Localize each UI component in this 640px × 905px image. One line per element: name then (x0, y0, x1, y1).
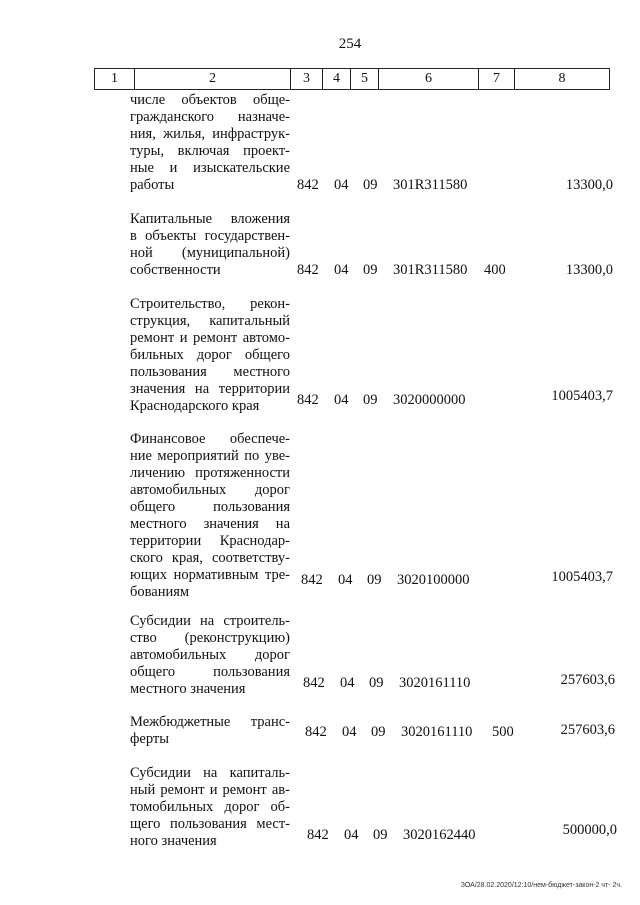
header-col-3: 3 (290, 69, 322, 89)
description-line: ского края, соответству- (130, 550, 290, 566)
header-col-5: 5 (350, 69, 378, 89)
description-line: бованиям (130, 584, 190, 600)
description-line: числе объектов обще- (130, 92, 290, 108)
row-code-c5: 09 (363, 262, 378, 278)
description-line: ный ремонт и ремонт ав- (130, 782, 290, 798)
row-code-c4: 04 (334, 177, 349, 193)
description-line: значения на территории (130, 381, 290, 397)
description-line: ние мероприятий по уве- (130, 448, 290, 464)
description-line: щего пользования мест- (130, 816, 290, 832)
description-line: Субсидии на капиталь- (130, 765, 290, 781)
description-line: местного значения (130, 681, 246, 697)
row-code-c3: 842 (297, 177, 319, 193)
description-line: собственности (130, 262, 221, 278)
description-line: общего пользования (130, 499, 290, 515)
header-col-4: 4 (322, 69, 350, 89)
row-amount: 1005403,7 (551, 569, 613, 585)
description-line: ферты (130, 731, 169, 747)
row-target-code: 3020100000 (397, 572, 470, 588)
table-row-description (130, 296, 290, 415)
row-code-c3: 842 (297, 262, 319, 278)
row-code-c4: 04 (338, 572, 353, 588)
description-line: Финансовое обеспече- (130, 431, 290, 447)
description-line: бильных дорог общего (130, 347, 290, 363)
row-target-code: 3020162440 (403, 827, 476, 843)
row-code-c4: 04 (340, 675, 355, 691)
footer-file-stamp: ЗОА/28.02.2020/12:10/нем-бюджет-закон-2 чт- 2ч. (460, 882, 622, 889)
description-line: струкция, капитальный (130, 313, 290, 329)
header-col-1: 1 (94, 69, 134, 89)
row-expense-type: 500 (492, 724, 514, 740)
row-amount: 257603,6 (560, 722, 615, 738)
row-amount: 1005403,7 (551, 388, 613, 404)
header-col-2: 2 (134, 69, 290, 89)
table-row-description (130, 765, 290, 850)
row-expense-type: 400 (484, 262, 506, 278)
table-row-description (130, 92, 290, 194)
description-line: общего пользования (130, 664, 290, 680)
description-line: пользования местного (130, 364, 290, 380)
row-code-c4: 04 (334, 392, 349, 408)
description-line: Субсидии на строитель- (130, 613, 290, 629)
description-line: ной (муниципальной) (130, 245, 290, 261)
table-row-description (130, 714, 290, 748)
row-amount: 13300,0 (565, 177, 613, 193)
description-line: Межбюджетные транс- (130, 714, 290, 730)
row-amount: 257603,6 (560, 672, 615, 688)
table-header-row (94, 68, 610, 90)
description-line: автомобильных дорог (130, 482, 290, 498)
description-line: томобильных дорог об- (130, 799, 290, 815)
row-code-c3: 842 (301, 572, 323, 588)
header-col-8: 8 (514, 69, 610, 89)
row-code-c5: 09 (367, 572, 382, 588)
header-col-6: 6 (378, 69, 478, 89)
description-line: ные и изыскательские (130, 160, 290, 176)
row-amount: 500000,0 (562, 822, 617, 838)
description-line: ство (реконструкцию) (130, 630, 290, 646)
row-target-code: 301R311580 (393, 262, 468, 278)
row-code-c3: 842 (303, 675, 325, 691)
row-code-c4: 04 (344, 827, 359, 843)
description-line: ного значения (130, 833, 217, 849)
table-row-description (130, 431, 290, 601)
header-col-7: 7 (478, 69, 514, 89)
row-code-c5: 09 (369, 675, 384, 691)
description-line: ния, жилья, инфраструк- (130, 126, 290, 142)
description-line: работы (130, 177, 175, 193)
description-line: Строительство, рекон- (130, 296, 290, 312)
row-code-c3: 842 (297, 392, 319, 408)
description-line: ремонт и ремонт автомо- (130, 330, 290, 346)
table-row-description (130, 211, 290, 279)
description-line: гражданского назначе- (130, 109, 290, 125)
row-amount: 13300,0 (565, 262, 613, 278)
description-line: туры, включая проект- (130, 143, 290, 159)
row-code-c4: 04 (334, 262, 349, 278)
row-code-c4: 04 (342, 724, 357, 740)
description-line: автомобильных дорог (130, 647, 290, 663)
description-line: местного значения на (130, 516, 290, 532)
row-code-c5: 09 (371, 724, 386, 740)
description-line: Краснодарского края (130, 398, 260, 414)
row-target-code: 301R311580 (393, 177, 468, 193)
description-line: личению протяженности (130, 465, 290, 481)
row-code-c5: 09 (373, 827, 388, 843)
description-line: Капитальные вложения (130, 211, 290, 227)
table-row-description (130, 613, 290, 698)
description-line: в объекты государствен- (130, 228, 290, 244)
description-line: территории Краснодар- (130, 533, 290, 549)
row-code-c5: 09 (363, 392, 378, 408)
row-code-c3: 842 (307, 827, 329, 843)
row-target-code: 3020000000 (393, 392, 466, 408)
description-line: ющих нормативным тре- (130, 567, 290, 583)
row-target-code: 3020161110 (399, 675, 471, 691)
row-code-c3: 842 (305, 724, 327, 740)
page-number: 254 (338, 36, 362, 52)
row-code-c5: 09 (363, 177, 378, 193)
row-target-code: 3020161110 (401, 724, 473, 740)
